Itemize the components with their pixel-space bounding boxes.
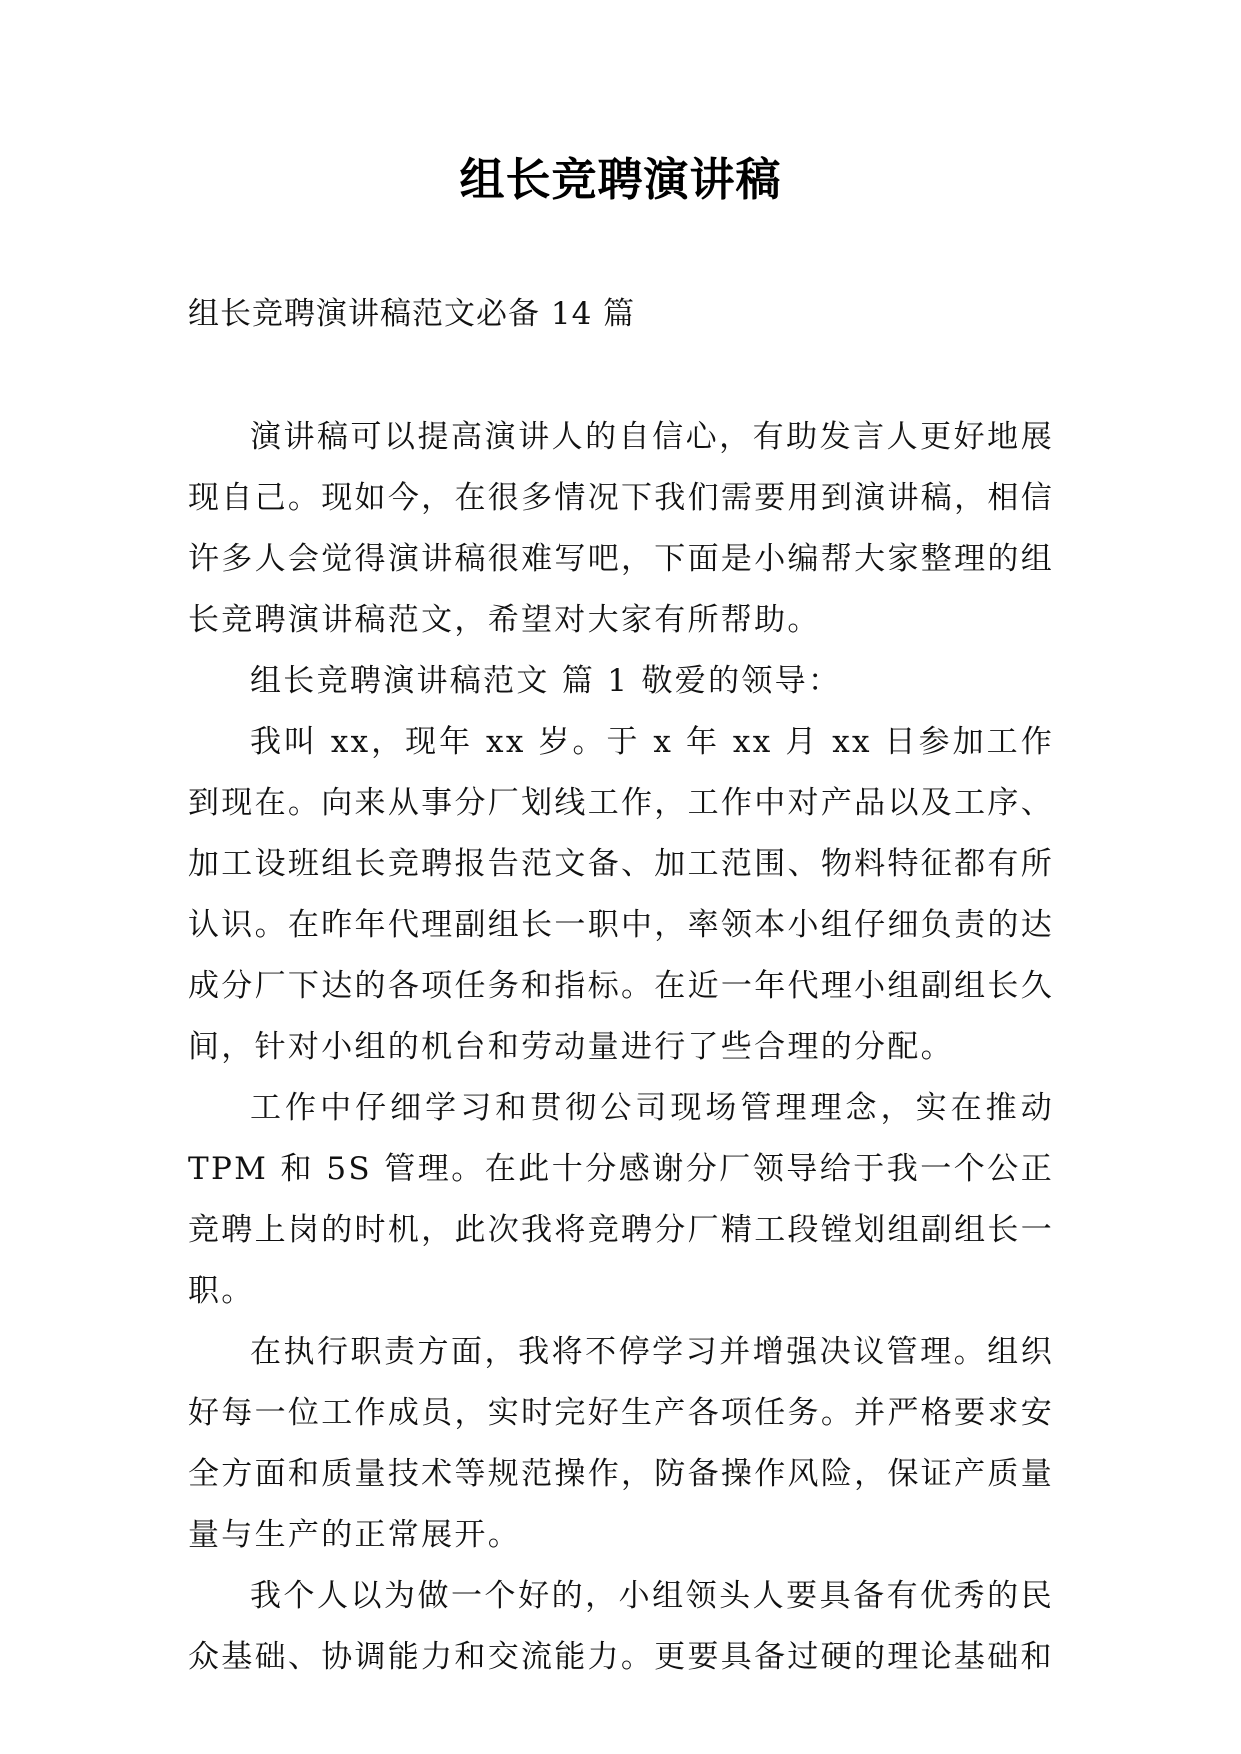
paragraph-intro: 演讲稿可以提高演讲人的自信心，有助发言人更好地展现自己。现如今，在很多情况下我们需要用到演讲稿，相信许多人会觉得演讲稿很难写吧，下面是小编帮大家整理的组长竞聘演讲稿范文，希望对大家有所帮助。 [188, 419, 1054, 638]
paragraph-self-intro: 我叫 xx，现年 xx 岁。于 x 年 xx 月 xx 日参加工作到现在。向来从事分厂划线工作，工作中对产品以及工序、加工设班组长竞聘报告范文备、加工范围、物料特征都有所认识。在昨年代理副组长一职中，率领本小组仔细负责的达成分厂下达的各项任务和指标。在近一年代理小组副组长久间，针对小组的机台和劳动量进行了些合理的分配。 [188, 724, 1054, 1065]
document-title: 组长竞聘演讲稿 [459, 153, 782, 206]
paragraph-duties: 在执行职责方面，我将不停学习并增强决议管理。组织好每一位工作成员，实时完好生产各项任务。并严格要求安全方面和质量技术等规范操作，防备操作风险，保证产质量量与生产的正常展开。 [188, 1334, 1054, 1553]
paragraph-leadership: 我个人以为做一个好的，小组领头人要具备有优秀的民众基础、协调能力和交流能力。更要具备过硬的理论基础和 [188, 1578, 1054, 1675]
document-subtitle: 组长竞聘演讲稿范文必备 14 篇 [188, 296, 636, 332]
paragraph-section-heading: 组长竞聘演讲稿范文 篇 1 敬爱的领导： [250, 663, 842, 699]
paragraph-management: 工作中仔细学习和贯彻公司现场管理理念，实在推动TPM 和 5S 管理。在此十分感谢分厂领导给于我一个公正竞聘上岗的时机，此次我将竞聘分厂精工段镗划组副组长一职。 [188, 1090, 1054, 1309]
document-body [188, 407, 1054, 1688]
